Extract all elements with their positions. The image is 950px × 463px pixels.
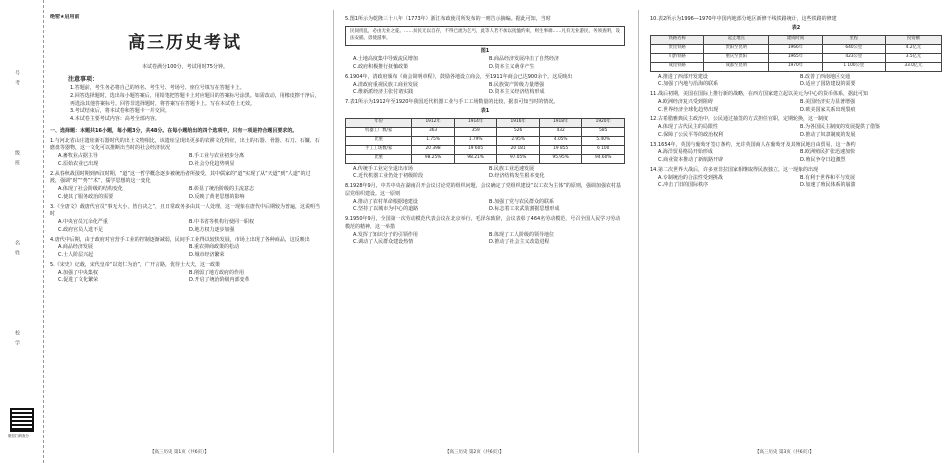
answer-option[interactable]: C.调动了人民群众建设热情 (353, 239, 414, 246)
question-stem: 11.战后初期，美国在国际上推行新的战略，在西方国家建立起以美元为中心的货币体系，据此可知 (650, 91, 868, 97)
table-cell: 94.60% (582, 154, 625, 163)
question-stem: 7.表1所示为1912年至1920年我国近代机器工业与手工工场数量的比较，据表可知当时的情况。 (345, 99, 559, 106)
column-divider (638, 10, 639, 453)
answer-option[interactable]: B.手工业与农业初步分离 (189, 153, 245, 160)
table-cell: 1.75% (412, 136, 455, 145)
table-row (346, 136, 625, 145)
question-list (650, 16, 942, 190)
answer-option[interactable]: D.经济结构发生根本变化 (489, 173, 545, 180)
table-cell: 比重 (346, 136, 412, 145)
question-stem: 14.第二次世界大战后，许多亚非拉国家相继取得民族独立，这一现象的出现 (650, 166, 818, 173)
answer-option[interactable]: C.士人阶层兴起 (58, 252, 94, 259)
question (50, 262, 320, 285)
table-cell: 432 (539, 127, 582, 136)
answer-options (650, 149, 942, 165)
table-row (651, 44, 942, 53)
question-stem: 5.图1所示为乾隆三十八年（1773年）浙江布政使司所发布的一则告示摘编。据此可知，当时 (345, 16, 551, 22)
answer-option[interactable]: C.近代机器工业仍处于初级阶段 (353, 173, 424, 180)
table-cell: 97.05% (497, 154, 540, 163)
answer-option[interactable]: C.使其了服务政治的需要 (58, 193, 114, 200)
answer-option[interactable]: C.加强了内地与沿海的联系 (658, 81, 719, 88)
table-cell: 526 (497, 127, 540, 136)
answer-options (50, 244, 320, 260)
answer-option[interactable]: D.推动了奴隶制度的发展 (800, 131, 856, 138)
figure-caption: 图1 (480, 47, 490, 54)
answer-option[interactable]: D.开启了统治阶级内部变革 (189, 277, 250, 284)
table-caption: 表2 (791, 24, 801, 31)
answer-options (345, 232, 625, 248)
answer-option[interactable]: B.体现了工人阶级的领导地位 (489, 231, 555, 238)
answer-option[interactable]: A.体现了古代民主的局限性 (658, 124, 718, 130)
answer-option[interactable]: C.世界经济全球化趋势出现 (658, 106, 719, 113)
answer-option[interactable]: B.商品经济发展冲击了自然经济 (489, 56, 560, 63)
question-stem: 6.1904年，清政府颁布《商会简明章程》，鼓励各地设立商会，至1911年商会已达900余个。这反映出 (345, 73, 573, 80)
answer-option[interactable]: C.商业资本推动了新航路开辟 (658, 157, 724, 163)
question (650, 142, 942, 165)
answer-options (650, 74, 942, 90)
answer-option[interactable]: A.欧洲经济复兴受到阻碍 (658, 98, 713, 105)
question (50, 237, 320, 260)
exam-instructions: 本试卷满分100分，考试用时75分钟。 (142, 64, 228, 71)
answer-options (345, 56, 625, 72)
question (345, 74, 625, 97)
answer-option[interactable]: C.原始农业已出现 (58, 160, 99, 167)
table-cell: 20 398 (412, 145, 455, 154)
answer-option[interactable]: D.反映了黄老思想的影响 (189, 193, 245, 200)
answer-options (650, 99, 942, 115)
data-table (650, 35, 942, 72)
answer-option[interactable]: C.维新派经济主张付诸实践 (353, 89, 414, 96)
answer-option[interactable]: A.商品经济发展 (58, 244, 93, 251)
question (50, 138, 320, 169)
question-stem: 2.从春秋战国时期到西汉时期，“道”这一哲学概念逐步被统治者所接受，其中儒家的“道”实现了从“天道”到“人道”的过渡，强调“时”“势”“术”，儒学思想的这一变化 (50, 170, 311, 185)
notice-item: 1.答题前，考生务必将自己的姓名、考生号、考场号、座位号填写在答题卡上。 (70, 85, 245, 92)
answer-option[interactable]: B.加强了党与农民群众的联系 (489, 198, 555, 205)
answer-option[interactable]: A.海洋贸易格局开始形成 (658, 149, 713, 156)
margin-label: 考 (14, 80, 20, 85)
answer-option[interactable]: B.改善了西南地区交通 (800, 73, 851, 80)
table-cell: 成都至昆明 (704, 62, 769, 71)
table-cell: 5.40% (582, 136, 625, 145)
table-cell: 19 605 (454, 145, 497, 154)
table-header-cell: 建成时间 (769, 35, 822, 44)
answer-option[interactable]: D.殖民争夺日趋激烈 (800, 157, 846, 163)
table-cell: 贵昆铁路 (651, 44, 704, 53)
table-header-cell: 年份 (346, 118, 412, 127)
table-cell: 2.95% (497, 136, 540, 145)
margin-label: 姓 (14, 250, 20, 255)
answer-option[interactable]: B.削弱了地方政府的作用 (189, 269, 245, 276)
table-cell: 比重 (346, 154, 412, 163)
question-stem: 13.1654年，英国与葡萄牙签订条约，允许英国商人在葡萄牙及其殖民地自由贸易，这一条约 (650, 141, 856, 148)
table-cell: 585 (582, 127, 625, 136)
table-cell: 4.2亿元 (885, 44, 941, 53)
answer-option[interactable]: A.清政府重视民族工商业发展 (353, 81, 418, 88)
answer-option[interactable]: D.资本主义萌芽产生 (489, 64, 535, 71)
table-row (651, 53, 942, 62)
answer-option[interactable]: A.体现了社会阶级的结构变化 (58, 186, 123, 193)
table-cell: 95.95% (539, 154, 582, 163)
table-header-cell: 起止地点 (704, 35, 769, 44)
answer-options (345, 166, 625, 182)
page-column-2 (345, 14, 625, 454)
question-stem: 12.古希腊雅典民主政治中，公民通过抽签的方式担任官职，定期轮换，这一制度 (650, 116, 828, 123)
answer-options (50, 186, 320, 202)
table-cell: 33.0亿元 (885, 62, 941, 71)
answer-options (650, 124, 942, 140)
answer-option[interactable]: D.适应了国防建设的需要 (800, 81, 856, 88)
answer-option[interactable]: B.有利于世界和平与发展 (800, 174, 856, 181)
question (650, 16, 942, 89)
answer-options (50, 219, 320, 235)
margin-label: 名 (14, 240, 20, 245)
answer-option[interactable]: B.民族工业迅速发展 (489, 165, 535, 172)
answer-option[interactable]: B.欧洲殖民扩张迅速加快 (800, 149, 856, 156)
page-column-3 (650, 14, 942, 454)
table-header-cell: 1916年 (497, 118, 540, 127)
table-cell: 19 855 (539, 145, 582, 154)
answer-options (650, 175, 942, 191)
table-cell: 1 100公里 (822, 62, 885, 71)
section-heading: 一、选择题：本题共16小题，每小题3分，共48分。在每小题给出的四个选项中，只有一项是符合题目要求的。 (50, 127, 298, 134)
answer-option[interactable]: C.保障了公民平等的政治权利 (658, 131, 724, 138)
qr-code[interactable] (10, 408, 34, 432)
table-cell: 98.25% (412, 154, 455, 163)
answer-options (345, 199, 625, 215)
answer-option[interactable]: A.传统手工业完全退出市场 (353, 165, 413, 172)
page-footer: 【高三历史 第1页（共6页）】 (150, 450, 209, 455)
answer-option[interactable]: D.加速了殖民体系的崩溃 (800, 182, 856, 189)
question-stem: 10.表2所示为1996—1970年中国内地部分地区新修干线铁路统计，这些铁路的修建 (650, 16, 837, 22)
answer-option[interactable]: B.彰显了统治阶级的主流意志 (189, 186, 255, 193)
table-caption: 表1 (480, 107, 490, 114)
answer-option[interactable]: C.政府积极推行抚恤政策 (353, 64, 409, 71)
answer-option[interactable]: C.促进了文化繁荣 (58, 277, 99, 284)
answer-option[interactable]: B.美国经济实力显著增强 (800, 98, 856, 105)
table-header-row (346, 118, 625, 127)
table-cell: 1.79% (454, 136, 497, 145)
notice-item: 2.回答选择题时，选出每小题答案后，用铅笔把答题卡上对应题目的答案标号涂黑。如需改动，用橡皮擦干净后，再选涂其他答案标号。回答非选择题时，将答案写在答题卡上。写在本试卷上无效。 (70, 92, 320, 107)
margin-label: 级 (14, 150, 20, 155)
table-cell: 3.5亿元 (885, 53, 941, 62)
question (345, 183, 625, 214)
table-cell: 6 100 (582, 145, 625, 154)
margin-label: 校 (14, 330, 20, 335)
table-header-cell: 1914年 (454, 118, 497, 127)
question-stem: 4.唐代中后期，由于政府对官营手工业的控制逐渐减弱，民间手工业得以较快发展，市场上出现了各种商品，这反映出 (50, 236, 310, 243)
margin-label: 学 (14, 340, 20, 345)
answer-options (50, 153, 320, 169)
binding-margin (0, 0, 44, 463)
table-cell: 1970年 (769, 62, 822, 71)
quote-box: 民间扰乱，必由无业之徒。……贫民无以自存，不得已流为乞丐，此等人若不加以抚恤约束，则生事端……凡有无业游民，务须查明，设法安插，毋使滋事。 (345, 26, 625, 46)
table-cell: 363 (412, 127, 455, 136)
answer-option[interactable]: B.重农抑商政策的松动 (189, 244, 240, 251)
table-cell: 机器工厂数/家 (346, 127, 412, 136)
answer-option[interactable]: D.地方权力逐步加强 (189, 226, 235, 233)
question (650, 167, 942, 190)
table-cell: 成昆铁路 (651, 62, 704, 71)
question (50, 204, 320, 235)
table-cell: 1966年 (769, 44, 822, 53)
question-stem: 5.《宋史》记载，宋代皇帝“以宽仁为治”，广开言路，优待士大夫，这一政策 (50, 261, 220, 268)
exam-title: 高三历史考试 (128, 32, 242, 53)
table-header-cell: 铁路名称 (651, 35, 704, 44)
question (345, 99, 625, 181)
table-cell: 20 181 (497, 145, 540, 154)
notice-item: 3.考试结束后，将本试卷和答题卡一并交回。 (70, 108, 170, 115)
answer-option[interactable]: A.土地高度集中导致流民增加 (353, 56, 418, 63)
table-cell: 重庆至贵阳 (704, 53, 769, 62)
page-footer: 【高三历史 第3页（共6页）】 (755, 450, 814, 455)
margin-label: 号 (14, 70, 20, 75)
table-cell: 359 (454, 127, 497, 136)
question-stem: 3.《全唐文》载唐代官员“事无大小，皆自决之”，且日常政务多由其一人处理，这一现象在唐代中后期较为普遍，这说明当时 (50, 203, 320, 218)
table-cell: 川黔铁路 (651, 53, 704, 62)
notice-title: 注意事项： (68, 75, 99, 83)
table-row (651, 62, 942, 71)
table-row (346, 127, 625, 136)
question-list (345, 16, 625, 247)
table-cell: 98.21% (454, 154, 497, 163)
question (345, 216, 625, 247)
column-divider (333, 10, 334, 453)
table-header-cell: 1920年 (582, 118, 625, 127)
table-header-cell: 1918年 (539, 118, 582, 127)
table-cell: 1965年 (769, 53, 822, 62)
answer-option[interactable]: A.推动了农村革命根据地建设 (353, 198, 418, 205)
margin-label: 班 (14, 160, 20, 165)
answer-options (345, 82, 625, 98)
answer-options (50, 270, 320, 286)
table-cell: 423公里 (822, 53, 885, 62)
question-stem: 9.1950年9月，全国第一次劳动模范代表会议在北京举行，毛泽东致辞，会议表彰了464名劳动模范，号召全国人民学习劳动模范的精神，这一举措 (345, 216, 621, 230)
answer-option[interactable]: A.推进了西部开发建设 (658, 73, 708, 80)
answer-option[interactable]: A.中央官员冗余化严重 (58, 219, 108, 226)
answer-option[interactable]: A.畜牧业占据主导 (58, 153, 98, 160)
question (650, 116, 942, 139)
data-table (345, 118, 625, 164)
answer-option[interactable]: D.标志着工农武装割据思想形成 (489, 206, 560, 213)
question-list (50, 138, 320, 286)
qr-caption: 微信扫码查分 (8, 434, 29, 438)
answer-option[interactable]: C.政府官员人选不足 (58, 226, 104, 233)
answer-option[interactable]: A.加强了中央集权 (58, 269, 98, 276)
table-header-row (651, 35, 942, 44)
table-header-cell: 里程 (822, 35, 885, 44)
table-row (346, 154, 625, 163)
answer-option[interactable]: D.欧美国家关系出现裂痕 (800, 106, 856, 113)
table-cell: 贵阳至昆明 (704, 44, 769, 53)
answer-option[interactable]: B.中书省等机构行使同一职权 (189, 219, 255, 226)
secret-label: 绝密★启用前 (50, 14, 80, 20)
answer-option[interactable]: D.资本主义经济结构形成 (489, 89, 545, 96)
question (50, 171, 320, 202)
table-header-cell: 1912年 (412, 118, 455, 127)
question (650, 91, 942, 114)
table-header-cell: 投资额 (885, 35, 941, 44)
answer-option[interactable]: C.坚持了以城市为中心的道路 (353, 206, 419, 213)
question (345, 16, 625, 72)
table-cell: 640公里 (822, 44, 885, 53)
answer-option[interactable]: B.民族资产阶级力量增强 (489, 81, 545, 88)
page-column-1 (50, 14, 320, 454)
answer-option[interactable]: D.推动了社会主义改造进程 (489, 239, 550, 246)
question-stem: 8.1928年9月，中共中央在湖南召开会议讨论党的组织问题，会议确定了党组织建设“以工农为主体”的原则，强调加强农村基层党组织建设。这一原则 (345, 183, 621, 197)
notice-item: 4.本试卷主要考试内容：高考全部内容。 (70, 116, 160, 123)
answer-option[interactable]: C.冲击了旧的国际秩序 (658, 182, 709, 189)
question-stem: 1.与河北省山庄遗址新石器时代的出土文物相比，该遗址呈现出更多的农耕文化特征，出土的石器、骨器、石刀、石镰、石磨盘等器物，这一文化可以推断出当时的社会经济状况 (50, 137, 320, 152)
table-cell: 4.05% (539, 136, 582, 145)
answer-option[interactable]: B.为各国民主制度的发展提供了借鉴 (800, 124, 881, 130)
answer-option[interactable]: A.发挥了知识分子的引领作用 (353, 231, 418, 238)
table-row (346, 145, 625, 154)
answer-option[interactable]: D.城市经济繁荣 (189, 252, 225, 259)
table-cell: 手工工场数/家 (346, 145, 412, 154)
answer-option[interactable]: A.专制统治的合法性受到挑战 (658, 174, 723, 181)
answer-option[interactable]: D.社会分化趋势明显 (189, 160, 235, 167)
page-footer: 【高三历史 第2页（共6页）】 (445, 450, 504, 455)
